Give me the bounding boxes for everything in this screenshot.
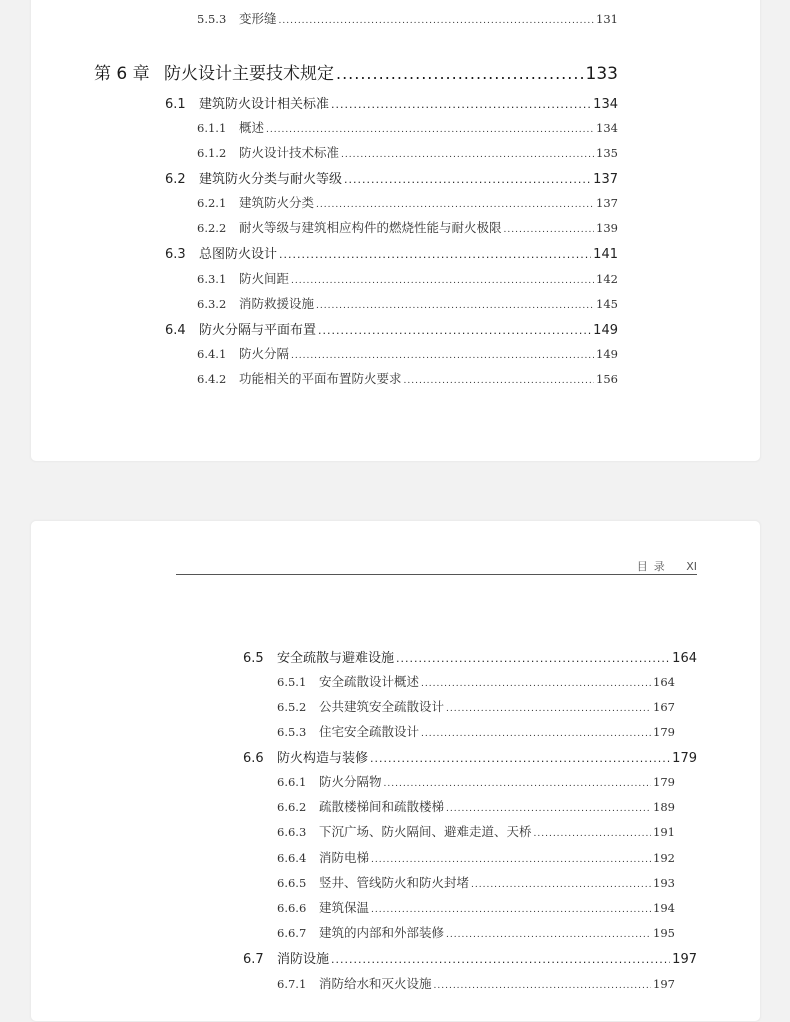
dot-leader: [471, 880, 651, 890]
toc-entry-title: 建筑防火分类与耐火等级: [199, 172, 343, 187]
toc-entry-section[interactable]: [243, 948, 697, 967]
dot-leader: [534, 829, 652, 839]
toc-entry-title: 变形缝: [239, 11, 277, 26]
toc-entry-page-number: 137: [593, 172, 618, 187]
toc-entry-title: 消防给水和灭火设施: [319, 976, 432, 991]
toc-entry-number: 6.5: [243, 651, 264, 666]
toc-entry-title: 安全疏散设计概述: [319, 674, 420, 689]
toc-entry-title: 消防设施: [277, 952, 330, 967]
dot-leader: [370, 752, 670, 765]
dot-leader: [279, 16, 595, 26]
toc-entry-page-number: 149: [596, 347, 618, 361]
toc-entry-title: 防火分隔物: [319, 774, 382, 789]
toc-entry-number: 6.4.1: [197, 347, 227, 361]
toc-entry-page-number: 142: [596, 272, 618, 286]
dot-leader: [404, 376, 595, 386]
toc-entry-title: 总图防火设计: [199, 247, 278, 262]
toc-entry-number: 6.5.1: [277, 675, 307, 689]
toc-entry-sub[interactable]: [277, 672, 675, 690]
toc-entry-number: 6.2: [165, 172, 186, 187]
toc-entry-sub[interactable]: [277, 772, 675, 790]
toc-entry-title: 建筑防火分类: [239, 195, 315, 210]
dot-leader: [421, 679, 651, 689]
toc-entry-title: 下沉广场、防火隔间、避难走道、天桥: [319, 824, 532, 839]
dot-leader: [318, 324, 591, 337]
toc-entry-sub[interactable]: [277, 797, 675, 815]
toc-entry-section[interactable]: [243, 647, 697, 666]
toc-entry-sub[interactable]: [197, 118, 618, 136]
toc-entry-title: 建筑防火设计相关标准: [199, 97, 330, 112]
toc-entry-page-number: 134: [593, 97, 618, 112]
dot-leader: [434, 981, 652, 991]
toc-entry-section[interactable]: [165, 93, 618, 112]
toc-page-upper: [30, 0, 761, 462]
toc-entry-number: 6.5.3: [277, 725, 307, 739]
dot-leader: [371, 855, 651, 865]
toc-entry-number: 6.5.2: [277, 700, 307, 714]
toc-entry-sub[interactable]: [277, 974, 675, 992]
toc-entry-page-number: 133: [585, 64, 618, 84]
toc-entry-number: 6.3: [165, 247, 186, 262]
toc-entry-page-number: 167: [653, 700, 675, 714]
toc-entry-number: 6.7: [243, 952, 264, 967]
toc-entry-page-number: 195: [653, 926, 675, 940]
dot-leader: [316, 200, 594, 210]
toc-entry-number: 6.6.6: [277, 901, 307, 915]
toc-entry-section[interactable]: [243, 747, 697, 766]
toc-entry-title: 防火分隔与平面布置: [199, 323, 317, 338]
toc-entry-number: 6.3.1: [197, 272, 227, 286]
toc-entry-number: 6.1.2: [197, 146, 227, 160]
toc-entry-number: 6.1: [165, 97, 186, 112]
toc-entry-page-number: 194: [653, 901, 675, 915]
dot-leader: [396, 652, 670, 665]
dot-leader: [291, 276, 594, 286]
toc-entry-page-number: 197: [672, 952, 697, 967]
toc-entry-title: 耐火等级与建筑相应构件的燃烧性能与耐火极限: [239, 220, 502, 235]
toc-entry-page-number: 191: [653, 825, 675, 839]
toc-entry-title: 功能相关的平面布置防火要求: [239, 371, 402, 386]
toc-entry-sub[interactable]: [277, 822, 675, 840]
toc-entry-number: 5.5.3: [197, 12, 227, 26]
toc-entry-number: 6.6: [243, 751, 264, 766]
toc-entry-number: 6.6.1: [277, 775, 307, 789]
dot-leader: [331, 953, 670, 966]
toc-entry-number: 6.4: [165, 323, 186, 338]
toc-entry-page-number: 192: [653, 851, 675, 865]
toc-entry-page-number: 137: [596, 196, 618, 210]
toc-entry-title: 建筑的内部和外部装修: [319, 925, 445, 940]
toc-entry-sub[interactable]: [197, 344, 618, 362]
toc-entry-page-number: 193: [653, 876, 675, 890]
dot-leader: [341, 150, 594, 160]
dot-leader: [336, 64, 584, 83]
dot-leader: [446, 930, 651, 940]
toc-entry-sub[interactable]: [277, 873, 675, 891]
dot-leader: [344, 173, 591, 186]
toc-entry-number: 6.7.1: [277, 977, 307, 991]
toc-entry-number: 6.4.2: [197, 372, 227, 386]
dot-leader: [384, 779, 652, 789]
dot-leader: [504, 225, 595, 235]
toc-entry-title: 建筑保温: [319, 900, 370, 915]
toc-entry-number: 6.6.3: [277, 825, 307, 839]
dot-leader: [316, 301, 594, 311]
toc-entry-page-number: 131: [596, 12, 618, 26]
toc-entry-number: 6.1.1: [197, 121, 227, 135]
dot-leader: [446, 804, 651, 814]
toc-entry-sub[interactable]: [197, 369, 618, 387]
toc-entry-sub[interactable]: [197, 294, 618, 312]
toc-entry-chapter[interactable]: [94, 59, 618, 84]
toc-entry-page-number: 164: [653, 675, 675, 689]
toc-entry-number: 6.2.1: [197, 196, 227, 210]
toc-entry-sub[interactable]: [197, 143, 618, 161]
toc-entry-number: 6.6.2: [277, 800, 307, 814]
toc-entry-title: 防火设计技术标准: [239, 145, 340, 160]
toc-entry-number: 第 6 章: [94, 64, 150, 84]
toc-entry-page-number: 135: [596, 146, 618, 160]
toc-entry-sub[interactable]: [197, 218, 618, 236]
toc-entry-sub[interactable]: [197, 193, 618, 211]
dot-leader: [331, 98, 591, 111]
toc-entry-title: 消防电梯: [319, 850, 370, 865]
toc-entry-number: 6.6.4: [277, 851, 307, 865]
toc-entry-title: 住宅安全疏散设计: [319, 724, 420, 739]
toc-entry-page-number: 141: [593, 247, 618, 262]
toc-entry-page-number: 134: [596, 121, 618, 135]
toc-entry-sub[interactable]: [277, 898, 675, 916]
toc-entry-page-number: 179: [653, 775, 675, 789]
toc-entry-title: 公共建筑安全疏散设计: [319, 699, 445, 714]
toc-entry-sub[interactable]: [277, 848, 675, 866]
dot-leader: [371, 905, 651, 915]
toc-entry-number: 6.3.2: [197, 297, 227, 311]
toc-entry-title: 安全疏散与避难设施: [277, 651, 395, 666]
dot-leader: [446, 704, 651, 714]
toc-entry-title: 疏散楼梯间和疏散楼梯: [319, 799, 445, 814]
toc-entry-page-number: 164: [672, 651, 697, 666]
toc-entry-title: 消防救援设施: [239, 296, 315, 311]
toc-entry-sub[interactable]: [277, 722, 675, 740]
toc-entry-title: 防火间距: [239, 271, 290, 286]
running-header-page-number: XI: [686, 560, 697, 573]
toc-entry-title: 防火设计主要技术规定: [164, 64, 334, 84]
toc-entry-section[interactable]: [165, 243, 618, 262]
dot-leader: [291, 351, 594, 361]
toc-entry-sub[interactable]: [277, 923, 675, 941]
toc-entry-page-number: 149: [593, 323, 618, 338]
toc-page-lower: [30, 520, 761, 1022]
toc-entry-section[interactable]: [165, 319, 618, 338]
toc-entry-title: 概述: [239, 120, 265, 135]
toc-entry-title: 防火分隔: [239, 346, 290, 361]
toc-entry-page-number: 156: [596, 372, 618, 386]
toc-entry-sub[interactable]: [197, 9, 618, 27]
dot-leader: [266, 125, 594, 135]
toc-entry-page-number: 145: [596, 297, 618, 311]
running-header: [176, 558, 697, 575]
toc-entry-title: 竖井、管线防火和防火封堵: [319, 875, 470, 890]
toc-entry-page-number: 179: [653, 725, 675, 739]
toc-entry-title: 防火构造与装修: [277, 751, 369, 766]
toc-entry-page-number: 139: [596, 221, 618, 235]
dot-leader: [279, 248, 591, 261]
toc-entry-sub[interactable]: [277, 697, 675, 715]
toc-entry-page-number: 197: [653, 977, 675, 991]
toc-entry-section[interactable]: [165, 168, 618, 187]
toc-entry-page-number: 179: [672, 751, 697, 766]
toc-entry-page-number: 189: [653, 800, 675, 814]
toc-entry-number: 6.2.2: [197, 221, 227, 235]
toc-entry-number: 6.6.5: [277, 876, 307, 890]
dot-leader: [421, 729, 651, 739]
toc-entry-number: 6.6.7: [277, 926, 307, 940]
toc-entry-sub[interactable]: [197, 269, 618, 287]
running-header-title: 目录: [636, 560, 671, 573]
